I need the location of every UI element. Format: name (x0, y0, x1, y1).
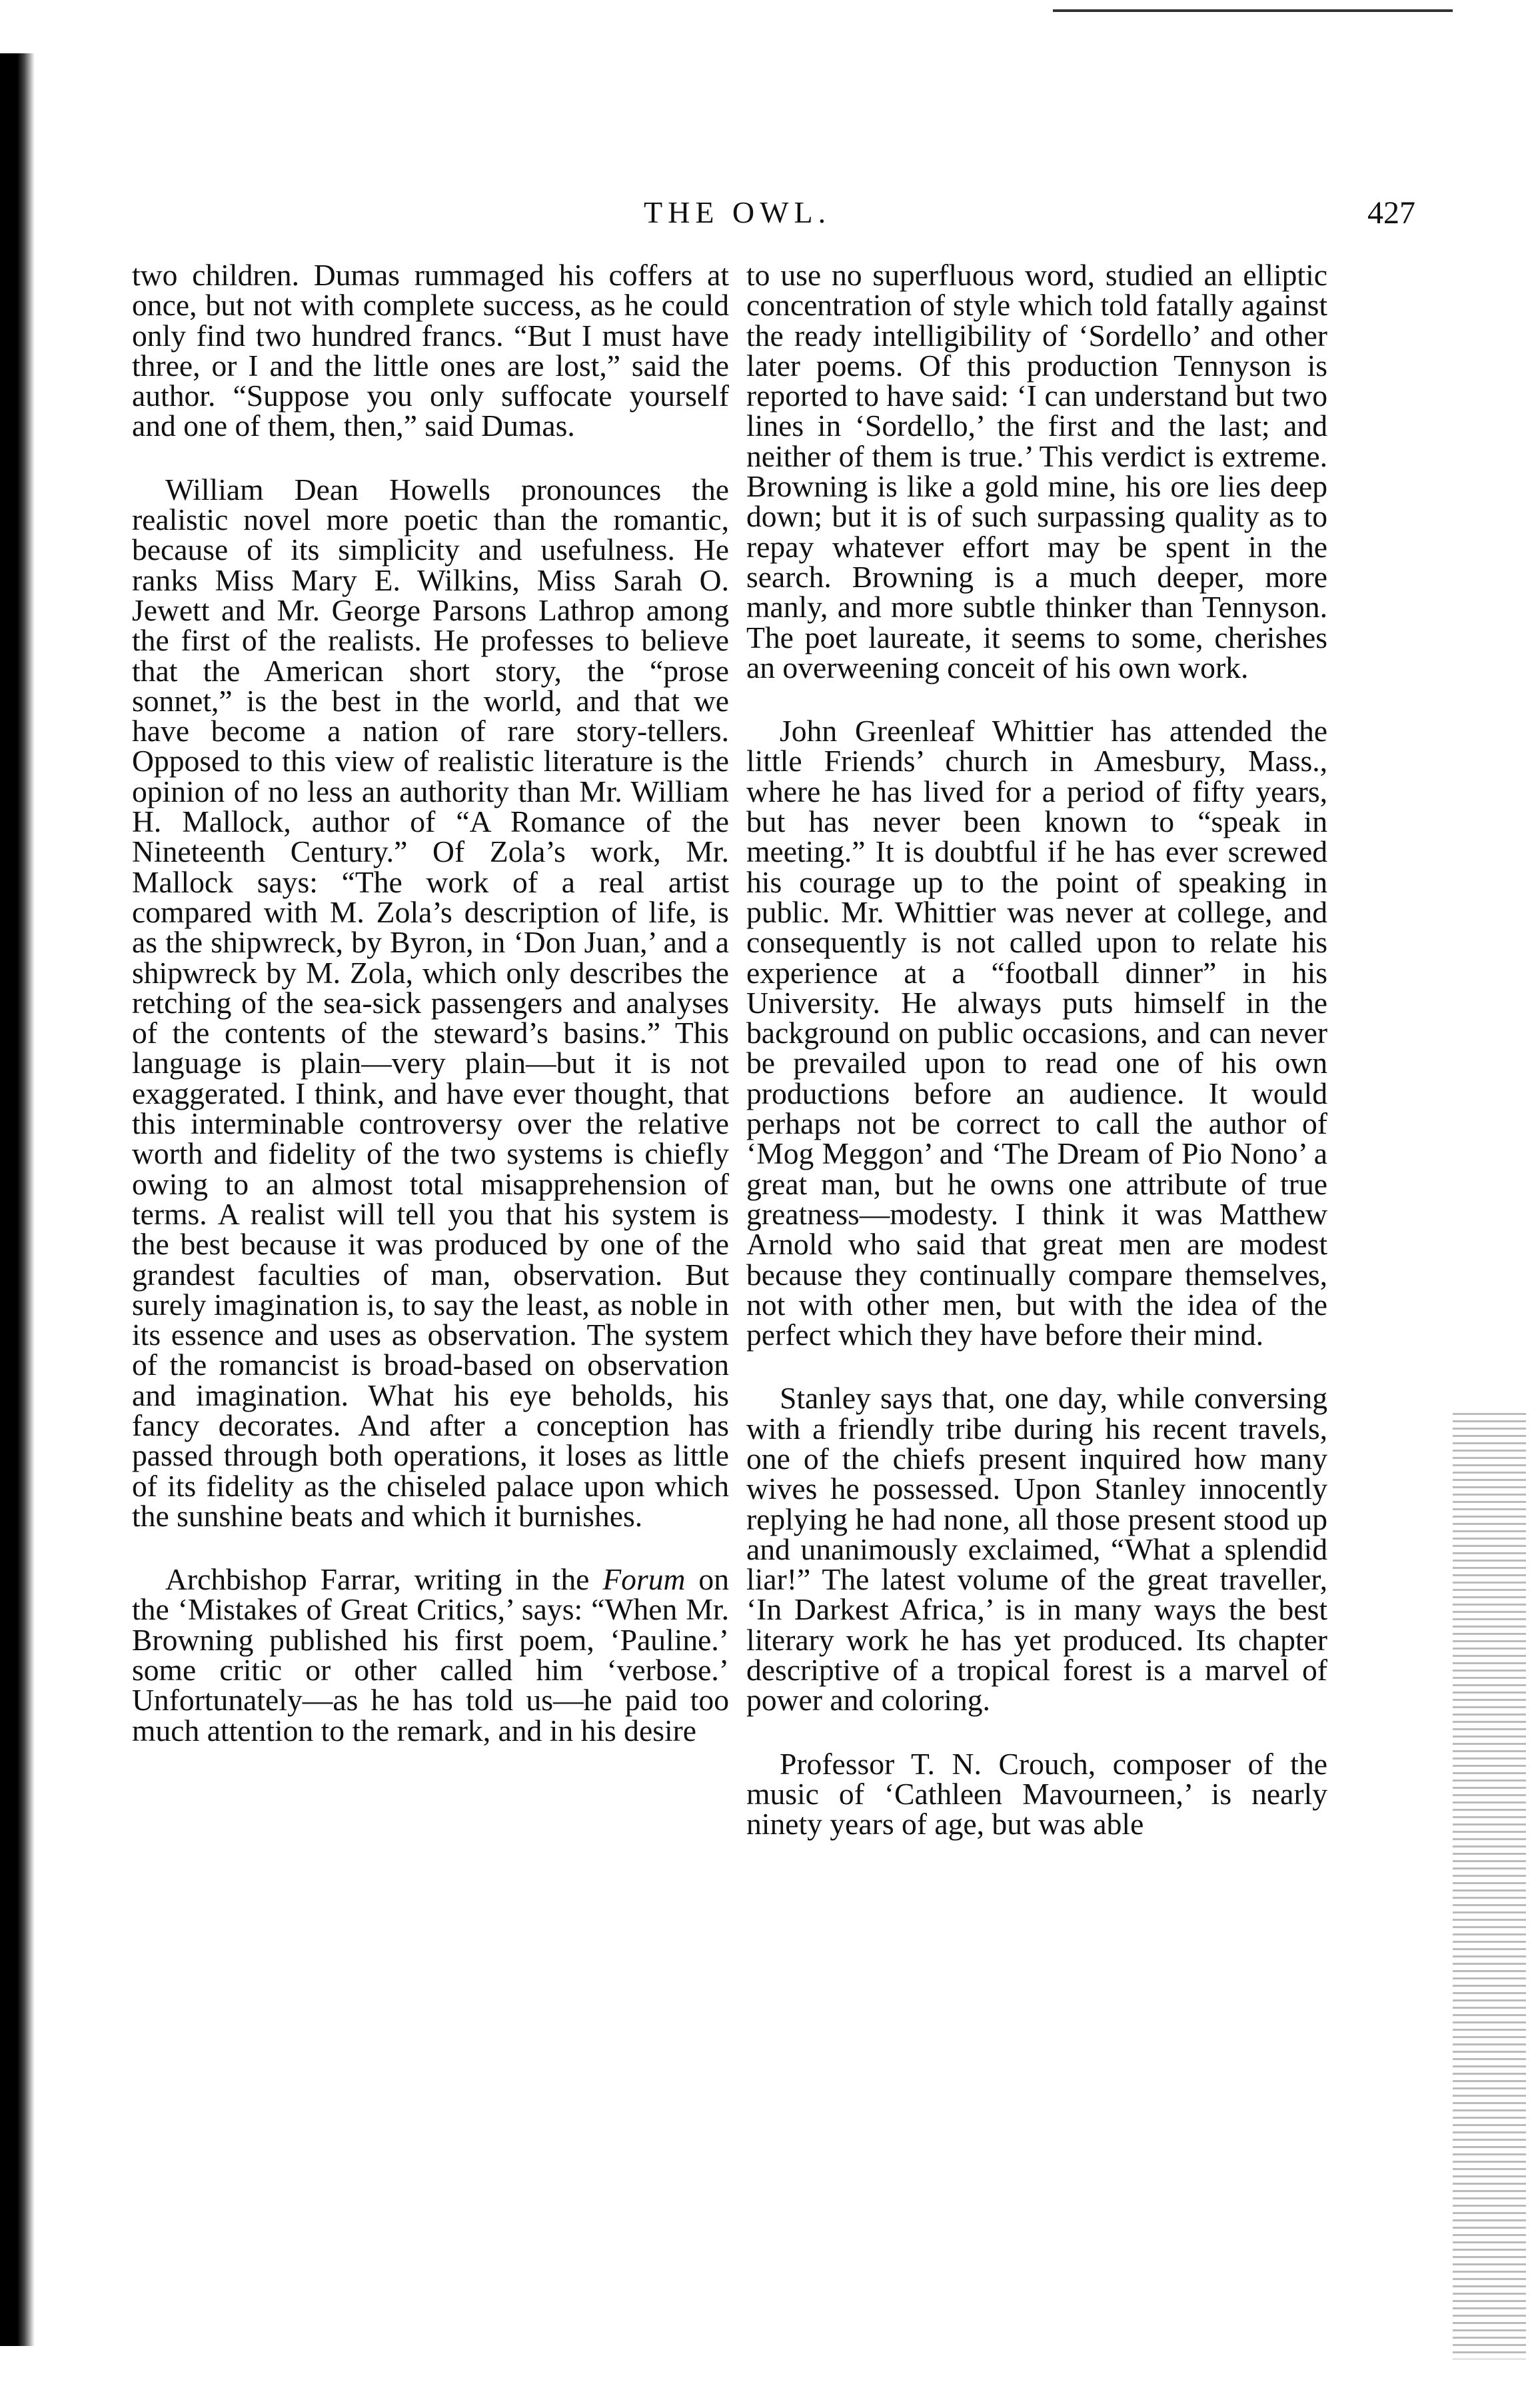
page-number: 427 (1367, 195, 1415, 231)
paragraph-stanley: Stanley says that, one day, while conversing with a friendly tribe during his recent travels, one of the chiefs present inquired how many wives he possessed. Upon Stanley innocently replying he had none, all those present stood up and unanimously exclaimed, “What a splendid liar!” The latest volume of the great traveller, ‘In Darkest Africa,’ is in many ways the best literary work he has yet produced. Its chapter descriptive of a tropical forest is a marvel of power and coloring. (746, 1381, 1327, 1718)
right-column (746, 260, 1327, 1873)
paragraph-browning: to use no superfluous word, studied an elliptic concentration of style which told fatally against the ready intelligibility of ‘Sordello’ and other later poems. Of this production Tennyson is reported to have said: ‘I can understand but two lines in ‘Sordello,’ the first and the last; and neither of them is true.’ This verdict is extreme. Browning is like a gold mine, his ore lies deep down; but it is of such surpassing quality as to repay whatever effort may be spent in the search. Browning is a much deeper, more manly, and more subtle thinker than Tennyson. The poet laureate, it seems to some, cherishes an overweening conceit of his own work. (746, 258, 1327, 684)
margin-scan-marks (1453, 1413, 1526, 2359)
top-rule (1053, 9, 1453, 12)
farrar-text-start: Archbishop Farrar, writing in the (165, 1562, 603, 1597)
farrar-text-end: on the ‘Mistakes of Great Critics,’ says: “When Mr. Browning published his first poem, ‘Pauline.’ some critic or other called him ‘verbose.’ Unfortunately—as he has told us—he paid too much attention to the remark, and in his desire (132, 1562, 729, 1748)
paragraph-dumas: two children. Dumas rummaged his coffers at once, but not with complete success, as he could only find two hundred francs. “But I must have three, or I and the little ones are lost,” said the author. “Suppose you only suffocate yourself and one of them, then,” said Dumas. (132, 258, 729, 443)
scan-binding-edge (0, 53, 35, 2346)
forum-italic: Forum (602, 1562, 686, 1597)
paragraph-crouch: Professor T. N. Crouch, composer of the music of ‘Cathleen Mavourneen,’ is nearly ninety years of age, but was able (746, 1746, 1327, 1841)
paragraph-farrar (132, 1564, 729, 1746)
paragraph-howells: William Dean Howells pronounces the realistic novel more poetic than the romantic, because of its simplicity and usefulness. He ranks Miss Mary E. Wilkins, Miss Sarah O. Jewett and Mr. George Parsons Lathrop among the first of the realists. He professes to believe that the American short story, the “prose sonnet,” is the best in the world, and that we have become a nation of rare story-tellers. Opposed to this view of realistic literature is the opinion of no less an authority than Mr. William H. Mallock, author of “A Romance of the Nineteenth Century.” Of Zola’s work, Mr. Mallock says: “The work of a real artist compared with M. Zola’s description of life, is as the shipwreck, by Byron, in ‘Don Juan,’ and a shipwreck by M. Zola, which only describes the retching of the sea-sick passengers and analyses of the contents of the steward’s basins.” This language is plain—very plain—but it is not exaggerated. I think, and have ever thought, that this interminable controversy over the relative worth and fidelity of the two systems is chiefly owing to an almost total misapprehension of terms. A realist will tell you that his system is the best because it was produced by one of the grandest faculties of man, observation. But surely imagination is, to say the least, as noble in its essence and uses as observation. The system of the romancist is broad-based on observation and imagination. What his eye beholds, his fancy decorates. And after a conception has passed through both operations, it loses as little of its fidelity as the chiseled palace upon which the sunshine beats and which it burnishes. (132, 472, 729, 1533)
left-column (132, 260, 729, 1779)
running-head: THE OWL. (644, 195, 832, 229)
paragraph-whittier: John Greenleaf Whittier has attended the little Friends’ church in Amesbury, Mass., where he has lived for a period of fifty years, but has never been known to “speak in meeting.” It is doubtful if he has ever screwed his courage up to the point of speaking in public. Mr. Whittier was never at college, and consequently is not called upon to relate his experience at a “football dinner” in his University. He always puts himself in the background on public occasions, and can never be prevailed upon to read one of his own productions before an audience. It would perhaps not be correct to call the author of ‘Mog Meggon’ and ‘The Dream of Pio Nono’ a great man, but he owns one attribute of true greatness—modesty. I think it was Matthew Arnold who said that great men are modest because they continually compare themselves, not with other men, but with the idea of the perfect which they have before their mind. (746, 714, 1327, 1352)
